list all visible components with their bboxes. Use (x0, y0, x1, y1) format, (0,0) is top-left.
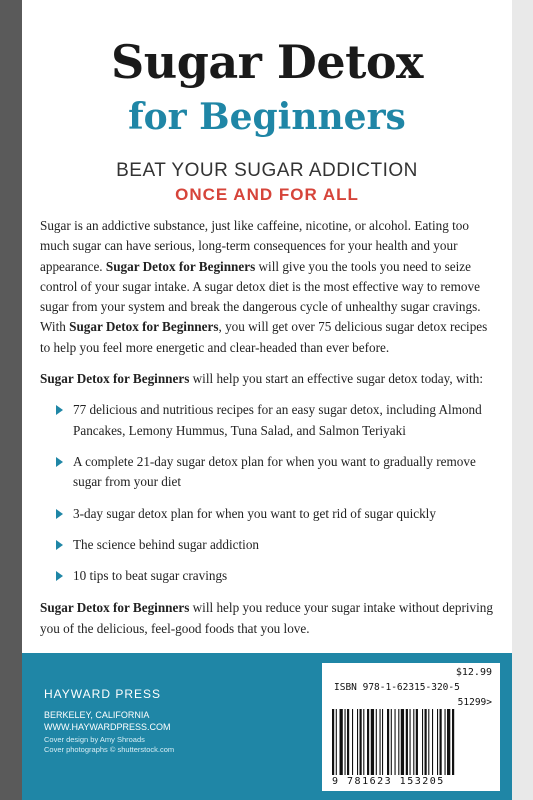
triangle-bullet-icon (56, 509, 63, 519)
subtitle-line-2: ONCE AND FOR ALL (175, 185, 359, 204)
subtitle-line-1: BEAT YOUR SUGAR ADDICTION (116, 160, 418, 181)
list-item-text: 3-day sugar detox plan for when you want to get rid of sugar quickly (73, 505, 436, 521)
book-title-bold: Sugar Detox for Beginners (40, 600, 190, 616)
page-edge (512, 0, 533, 800)
list-item-text: A complete 21-day sugar detox plan for when you want to gradually remove sugar from your diet (73, 453, 476, 490)
price-label: $12.99 (455, 667, 492, 678)
book-title-bold: Sugar Detox for Beginners (105, 258, 256, 274)
list-item (56, 452, 495, 493)
isbn-label: ISBN 978-1-62315-320-5 (334, 682, 460, 693)
triangle-bullet-icon (56, 571, 63, 581)
back-cover (22, 0, 512, 800)
price-addon-code: 51299> (457, 697, 492, 708)
title-line-2: for Beginners (128, 96, 406, 138)
text-run: Sugar is an addictive substance, just like caffeine, nicotine, or alcohol. Eating too much sugar can have serious, long-term consequences for your health and your appearance. (40, 218, 469, 274)
barcode-panel (322, 663, 500, 791)
list-item (56, 535, 495, 555)
list-item (56, 566, 495, 586)
book-title-bold: Sugar Detox for Beginners (40, 371, 190, 387)
feature-list (40, 400, 495, 586)
paragraph-lead (40, 369, 495, 389)
list-item-text: 77 delicious and nutritious recipes for an easy sugar detox, including Almond Pancakes, Lemony Hummus, Tuna Salad, and Salmon Teriyaki (73, 402, 482, 438)
publisher-website: WWW.HAYWARDPRESS.COM (44, 722, 171, 732)
barcode-number: 9 781623 153205 (332, 776, 445, 787)
spine-shadow (0, 0, 22, 800)
triangle-bullet-icon (56, 405, 63, 415)
list-item-text: 10 tips to beat sugar cravings (73, 568, 228, 584)
publisher-city: BERKELEY, CALIFORNIA (44, 710, 150, 720)
title-line-1: Sugar Detox (111, 35, 423, 89)
paragraph-closing (40, 598, 495, 639)
list-item (56, 400, 495, 441)
footer-band (22, 653, 512, 800)
text-run: will help you start an effective sugar detox today, with: (189, 371, 484, 387)
text-run: , you will get over 75 delicious sugar detox recipes to help you feel more energetic and clear-headed than ever before. (40, 319, 488, 355)
credits-block (44, 735, 174, 755)
paragraph-intro (40, 216, 495, 358)
list-item-text: The science behind sugar addiction (73, 536, 260, 552)
triangle-bullet-icon (56, 457, 63, 467)
list-item (56, 504, 495, 524)
triangle-bullet-icon (56, 540, 63, 550)
text-run: will give you the tools you need to seize control of your sugar intake. A sugar detox diet is the most effective way to remove sugar from your system and break the dangerous cycle of unhealthy sugar cravings. With (40, 258, 481, 335)
publisher-block (44, 687, 171, 733)
publisher-name: HAYWARD PRESS (44, 687, 162, 701)
cover-design-credit: Cover design by Amy Shroads (44, 735, 145, 744)
description-body (40, 216, 495, 650)
text-run: will help you reduce your sugar intake without depriving you of the delicious, feel-good foods that you love. (40, 600, 493, 636)
book-title-bold: Sugar Detox for Beginners (69, 319, 219, 335)
photo-credit: Cover photographs © shutterstock.com (44, 745, 175, 754)
barcode-graphic (332, 709, 492, 775)
